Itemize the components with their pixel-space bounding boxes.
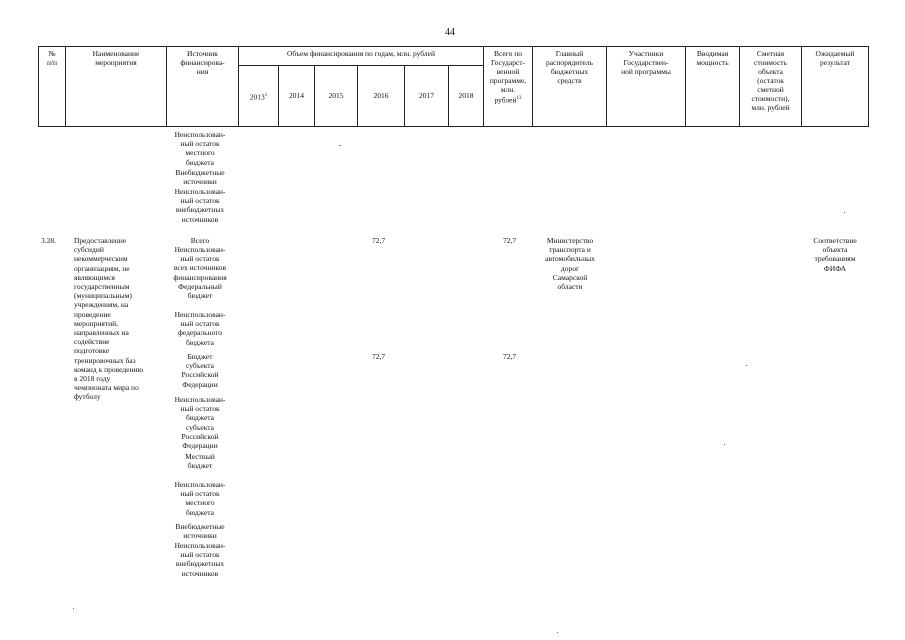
row-source-9: Неиспользован- ный остаток внебюджетных источников [174,541,226,578]
row-source-0: Всего [190,236,210,245]
header-name: Наименование мероприятия [92,49,140,67]
row-result: Соответствие объекта требованиям ФИФА [813,236,857,273]
scan-speck [73,608,74,609]
row-source-2: Федеральный бюджет [178,282,222,301]
page-number: 44 [445,27,455,38]
value-program-regional: 72,7 [503,352,517,361]
row-source-8: Внебюджетные источники [175,522,225,541]
value-2016-total: 72,7 [372,236,386,245]
carryover-source-0: Неиспользован- ный остаток местного бюджета [174,130,226,167]
header-source: Источник финансирова- ния [180,49,225,76]
dash-mark: - [339,140,342,149]
row-number: 3.28. [41,236,56,245]
row-source-3: Неиспользован- ный остаток федерального бюджета [174,310,226,347]
value-2016-regional: 72,7 [372,352,386,361]
header-no: № п/п [46,49,58,67]
header-result: Ожидаемый результат [815,49,855,67]
year-2018: 2018 [458,91,474,100]
header-participants: Участники Государствен- ной программы [621,49,671,76]
row-source-6: Местный бюджет [185,452,215,471]
header-bottom-border [38,126,868,127]
header-cost: Сметная стоимость объекта (остаток сметной стоимости), млн. рублей [751,49,790,112]
row-name: Предоставление субсидий некоммерческим организациям, не являющимся государственным (муниципальным) учреждениям, на проведение мероприятий, направленных на содействие подготовке тренировочных баз команд к проведению в 2018 году чемпионата мира по футболу [74,236,144,402]
scan-speck [724,444,725,445]
header-top-border [38,46,868,47]
scan-speck [844,212,845,213]
row-manager: Министерство транспорта и автомобильных дорог Самарской области [545,236,595,292]
row-source-1: Неиспользован- ный остаток всех источников финансирования [173,245,227,282]
header-volume: Объем финансирования по годам, млн. рублей [286,49,436,58]
scan-speck [557,632,558,633]
row-source-4: Бюджет субъекта Российской Федерации [181,352,219,389]
row-source-5: Неиспользован- ный остаток бюджета субъекта Российской Федерации [174,395,226,451]
year-2013: 2013$^1$ [249,92,268,102]
carryover-source-1: Внебюджетные источники [175,168,225,187]
scan-speck [746,365,747,366]
col-line-3 [238,46,239,127]
header-manager: Главный распорядитель бюджетных средств [546,49,593,85]
year-2017: 2017 [419,91,434,100]
row-source-7: Неиспользован- ный остаток местного бюджета [174,480,226,517]
carryover-source-2: Неиспользован- ный остаток внебюджетных источников [174,187,226,224]
header-capacity: Вводимая мощность [696,49,729,67]
col-line-15 [868,46,869,127]
year-2016: 2016 [373,91,389,100]
year-2014: 2014 [289,91,304,100]
header-total: Всего по Государст- венной программе, млн. рублей$^{13}$ [489,49,527,105]
year-2015: 2015 [328,91,344,100]
years-divider [238,65,483,66]
value-program-total: 72,7 [503,236,517,245]
